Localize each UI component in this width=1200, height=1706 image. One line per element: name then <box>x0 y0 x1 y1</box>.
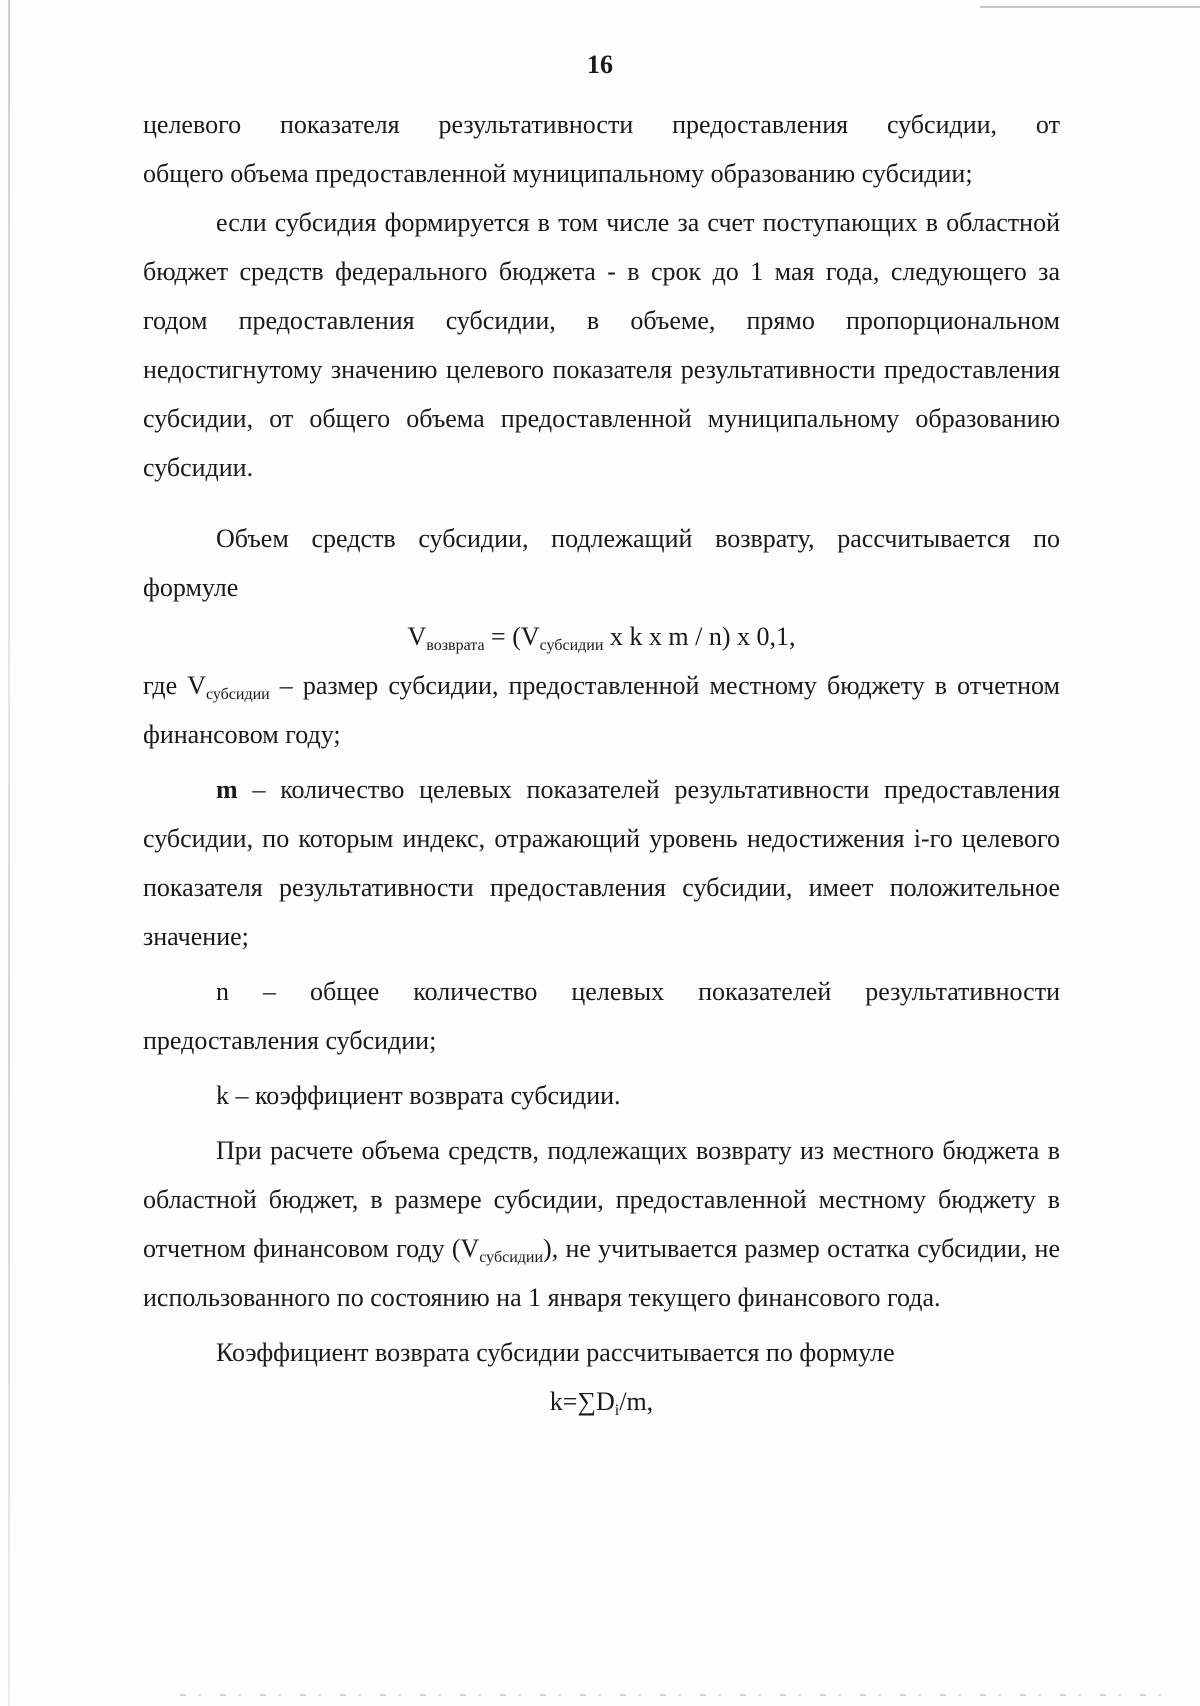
definition-k: k – коэффициент возврата субсидии. <box>216 1081 621 1110</box>
definition-n: n – общее количество целевых показателей результативности предоставления субсидии; <box>143 977 1060 1055</box>
scan-artifact <box>180 1694 1180 1696</box>
scan-edge <box>8 0 10 1706</box>
scan-artifact <box>980 6 1200 8</box>
document-body <box>143 100 1060 1426</box>
paragraph: если субсидия формируется в том числе за счет поступающих в областной бюджет средств федерального бюджета - в срок до 1 мая года, следующего за годом предоставления субсидии, в объеме, прямо пропорциональном недостигнутому значению целевого показателя результативности предоставления субсидии, от общего объема предоставленной муниципальному образованию субсидии. <box>143 208 1060 482</box>
page-number: 16 <box>587 50 613 79</box>
formula-return-volume: $V_{возврата} = (V_{субсидии}$ x k x m / n) x 0,1, <box>407 622 796 654</box>
paragraph: Коэффициент возврата субсидии рассчитывается по формуле <box>216 1338 895 1367</box>
paragraph-line: общего объема предоставленной муниципальному образованию субсидии; <box>143 159 973 188</box>
paragraph: При расчете объема средств, подлежащих возврату из местного бюджета в областной бюджет, в размере субсидии, предоставленной местному бюджету в отчетном финансовом году $(V_{субсидии})$, не учитывается размер остатка субсидии, не использованного по состоянию на 1 января текущего финансового года. <box>143 1136 1061 1312</box>
formula-coefficient: $k=\sum D_i/m$, <box>549 1387 654 1419</box>
definition-m: m – количество целевых показателей результативности предоставления субсидии, по которым индекс, отражающий уровень недостижения i-го целевого показателя результативности предоставления субсидии, имеет положительное значение; <box>143 775 1060 951</box>
paragraph-line: целевого показателя результативности предоставления субсидии, от <box>143 110 1060 139</box>
definition-v: где $V_{субсидии}$ – размер субсидии, предоставленной местному бюджету в отчетном финансовом году; <box>143 671 1060 749</box>
paragraph: Объем средств субсидии, подлежащий возврату, рассчитывается по формуле <box>143 524 1060 602</box>
